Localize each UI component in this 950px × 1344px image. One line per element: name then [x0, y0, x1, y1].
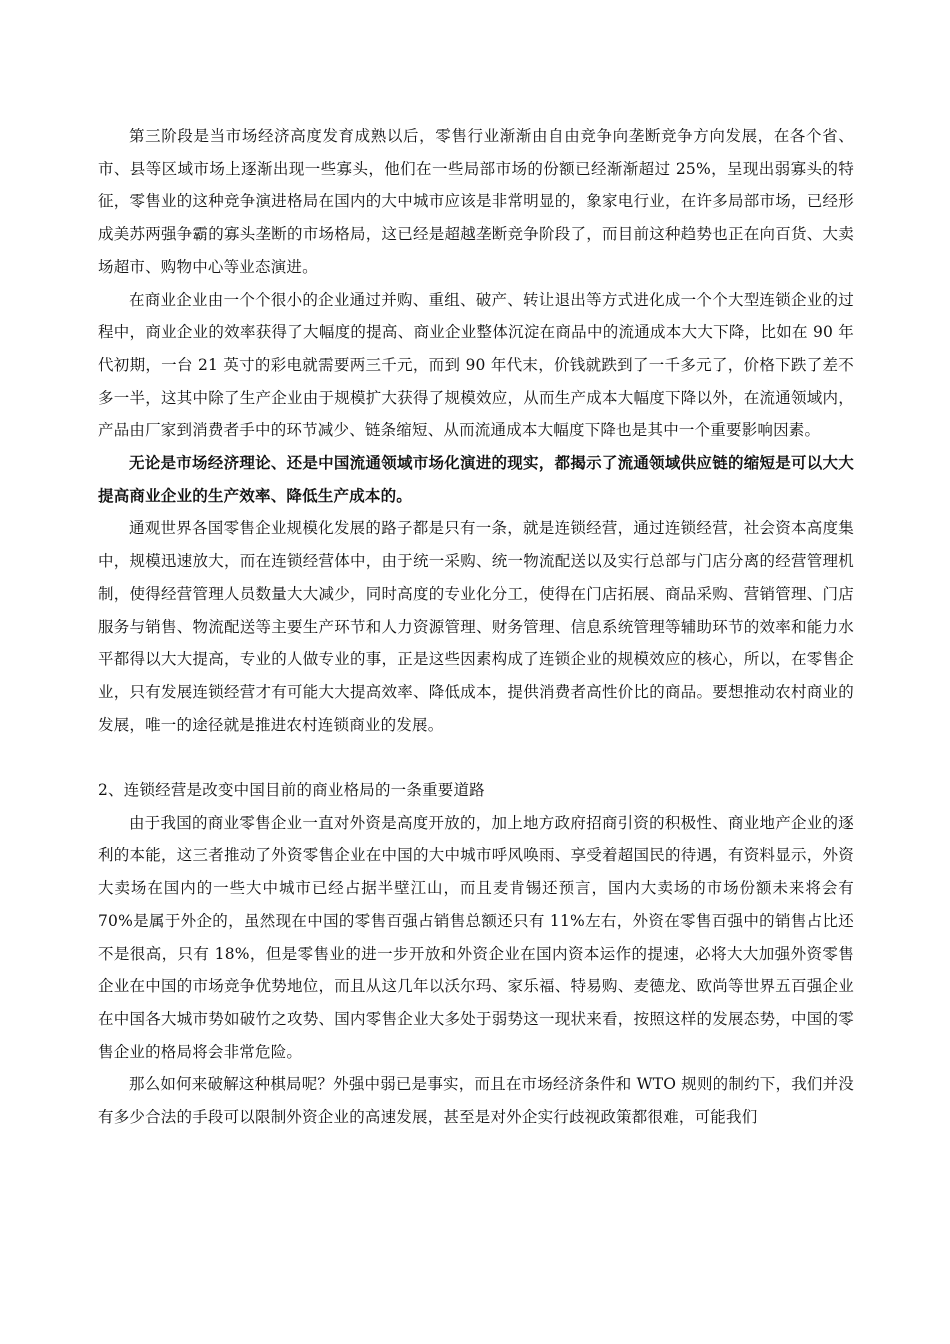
paragraph-how-to-respond: 那么如何来破解这种棋局呢？外强中弱已是事实，而且在市场经济条件和 WTO 规则的制约下，我们并没有多少合法的手段可以限制外资企业的高速发展，甚至是对外企实行歧视政策都很难，可能我们: [98, 1075, 854, 1127]
section-heading: 2、连锁经营是改变中国目前的商业格局的一条重要道路: [98, 781, 485, 800]
paragraph-chain-efficiency: 在商业企业由一个个很小的企业通过并购、重组、破产、转让退出等方式进化成一个个大型连锁企业的过程中，商业企业的效率获得了大幅度的提高、商业企业整体沉淀在商品中的流通成本大大下降，比如在 90 年代初期，一台 21 英寸的彩电就需要两三千元，而到 90 年代末，价钱就跌到了一千多元了，价格下跌了差不多一半，这其中除了生产企业由于规模扩大获得了规模效应，从而生产成本大幅度下降以外，在流通领域内，产品由厂家到消费者手中的环节减少、链条缩短、从而流通成本大幅度下降也是其中一个重要影响因素。: [98, 290, 854, 440]
paragraph-supply-chain-conclusion: 无论是市场经济理论、还是中国流通领域市场化演进的现实，都揭示了流通领域供应链的缩短是可以大大提高商业企业的生产效率、降低生产成本的。: [98, 453, 854, 505]
paragraph-third-stage: 第三阶段是当市场经济高度发育成熟以后，零售行业渐渐由自由竞争向垄断竞争方向发展，在各个省、市、县等区域市场上逐渐出现一些寡头，他们在一些局部市场的份额已经渐渐超过 25%，呈现出弱寡头的特征，零售业的这种竞争演进格局在国内的大中城市应该是非常明显的，象家电行业，在许多局部市场，已经形成美苏两强争霸的寡头垄断的市场格局，这已经是超越垄断竞争阶段了，而目前这种趋势也正在向百货、大卖场超市、购物中心等业态演进。: [98, 127, 854, 276]
document-body: [98, 120, 854, 1134]
paragraph-chain-operation: 通观世界各国零售企业规模化发展的路子都是只有一条，就是连锁经营，通过连锁经营，社会资本高度集中，规模迅速放大，而在连锁经营体中，由于统一采购、统一物流配送以及实行总部与门店分离的经营管理机制，使得经营管理人员数量大大减少，同时高度的专业化分工，使得在门店拓展、商品采购、营销管理、门店服务与销售、物流配送等主要生产环节和人力资源管理、财务管理、信息系统管理等辅助环节的效率和能力水平都得以大大提高，专业的人做专业的事，正是这些因素构成了连锁企业的规模效应的核心，所以，在零售企业，只有发展连锁经营才有可能大大提高效率、降低成本，提供消费者高性价比的商品。要想推动农村商业的发展，唯一的途径就是推进农村连锁商业的发展。: [98, 519, 854, 734]
paragraph-foreign-retail: 由于我国的商业零售企业一直对外资是高度开放的，加上地方政府招商引资的积极性、商业地产企业的逐利的本能，这三者推动了外资零售企业在中国的大中城市呼风唤雨、享受着超国民的待遇，有资料显示，外资大卖场在国内的一些大中城市已经占据半壁江山，而且麦肯锡还预言，国内大卖场的市场份额未来将会有 70%是属于外企的，虽然现在中国的零售百强占销售总额还只有 11%左右，外资在零售百强中的销售占比还不是很高，只有 18%，但是零售业的进一步开放和外资企业在国内资本运作的提速，必将大大加强外资零售企业在中国的市场竞争优势地位，而且从这几年以沃尔玛、家乐福、特易购、麦德龙、欧尚等世界五百强企业在中国各大城市势如破竹之攻势、国内零售企业大多处于弱势这一现状来看，按照这样的发展态势，中国的零售企业的格局将会非常危险。: [98, 813, 854, 1061]
